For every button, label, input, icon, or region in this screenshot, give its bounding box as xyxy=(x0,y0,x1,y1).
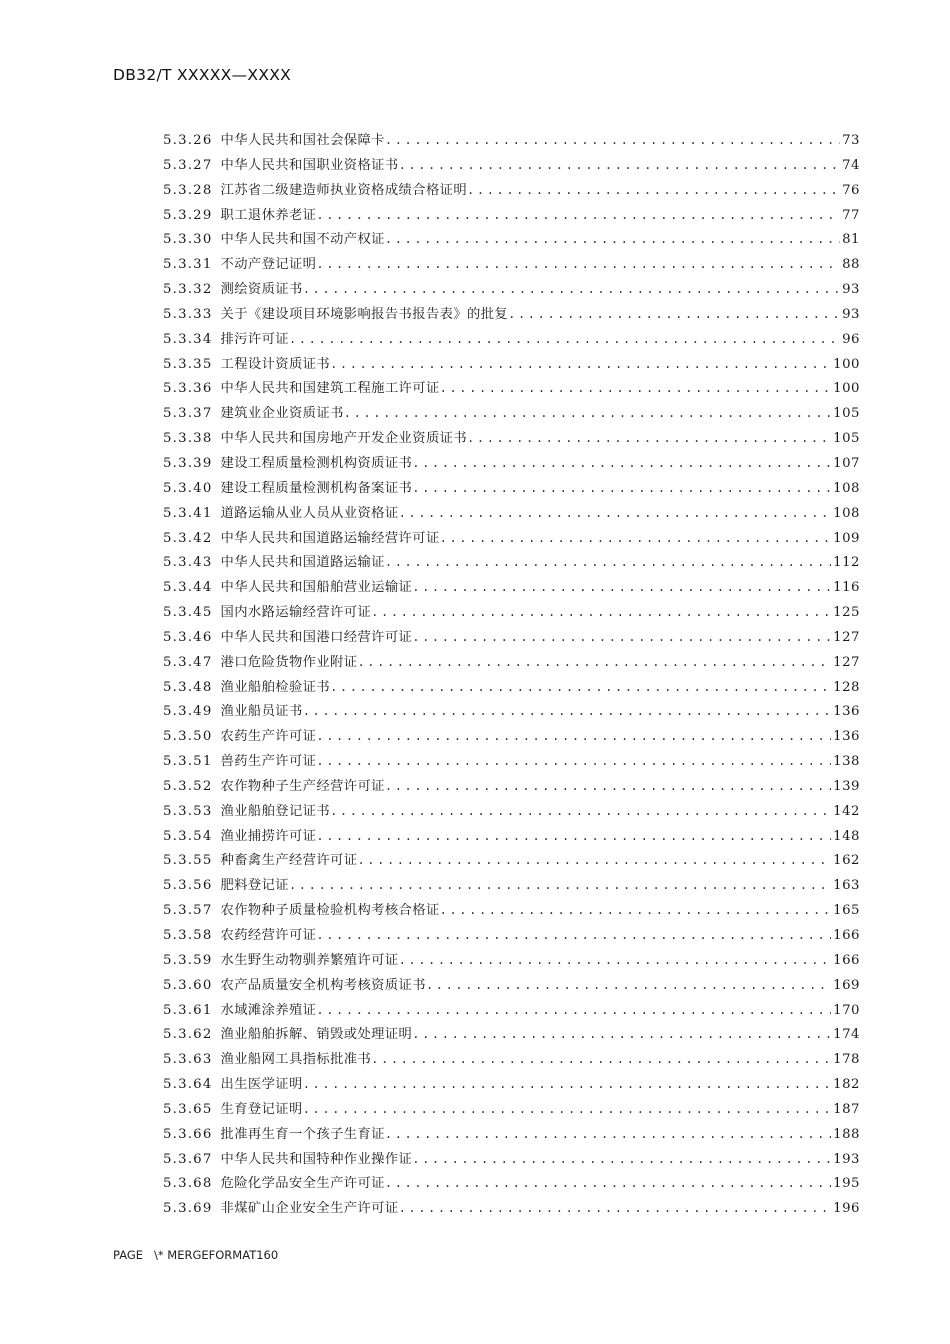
toc-entry[interactable] xyxy=(163,1122,860,1147)
toc-entry-page-number: 112 xyxy=(833,555,860,571)
toc-entry[interactable] xyxy=(163,749,860,774)
toc-entry-title: 出生医学证明 xyxy=(220,1077,303,1093)
toc-entry-page-number: 93 xyxy=(842,306,860,322)
toc-dot-leader xyxy=(316,923,831,948)
toc-entry-number: 5.3.31 xyxy=(163,257,213,273)
toc-entry-title: 江苏省二级建造师执业资格成绩合格证明 xyxy=(220,182,468,198)
toc-entry-title: 生育登记证明 xyxy=(220,1101,303,1117)
toc-entry-title: 中华人民共和国港口经营许可证 xyxy=(220,629,413,645)
toc-dot-leader xyxy=(289,327,840,352)
toc-entry-title: 关于《建设项目环境影响报告书报告表》的批复 xyxy=(220,306,509,322)
toc-entry[interactable] xyxy=(163,451,860,476)
toc-entry-title: 农产品质量安全机构考核资质证书 xyxy=(220,977,426,993)
toc-entry-number: 5.3.38 xyxy=(163,431,213,447)
toc-dot-leader xyxy=(316,824,831,849)
toc-entry-page-number: 107 xyxy=(833,455,860,471)
toc-entry-number: 5.3.45 xyxy=(163,605,213,621)
toc-entry[interactable] xyxy=(163,1171,860,1196)
toc-entry[interactable] xyxy=(163,227,860,252)
toc-dot-leader xyxy=(303,1072,831,1097)
document-code-header: DB32/T XXXXX—XXXX xyxy=(113,66,292,84)
toc-entry-number: 5.3.43 xyxy=(163,555,213,571)
toc-entry-page-number: 127 xyxy=(833,654,860,670)
toc-entry[interactable] xyxy=(163,426,860,451)
toc-entry[interactable] xyxy=(163,998,860,1023)
toc-dot-leader xyxy=(440,376,831,401)
toc-entry-title: 中华人民共和国船舶营业运输证 xyxy=(220,580,413,596)
toc-entry[interactable] xyxy=(163,848,860,873)
toc-dot-leader xyxy=(316,724,831,749)
toc-entry-number: 5.3.41 xyxy=(163,505,213,521)
toc-entry-page-number: 166 xyxy=(833,928,860,943)
toc-entry-number: 5.3.54 xyxy=(163,828,213,844)
toc-entry[interactable] xyxy=(163,824,860,849)
toc-dot-leader xyxy=(412,625,831,650)
toc-entry[interactable] xyxy=(163,675,860,700)
toc-entry[interactable] xyxy=(163,302,860,327)
toc-entry-number: 5.3.59 xyxy=(163,952,213,968)
toc-entry-title: 工程设计资质证书 xyxy=(220,356,331,372)
toc-entry-number: 5.3.57 xyxy=(163,903,213,919)
toc-dot-leader xyxy=(399,948,832,973)
toc-entry[interactable] xyxy=(163,973,860,998)
toc-entry-title: 渔业船舶登记证书 xyxy=(220,803,331,819)
toc-entry-title: 农作物种子质量检验机构考核合格证 xyxy=(220,903,440,919)
toc-entry-title: 渔业船舶检验证书 xyxy=(220,679,331,695)
toc-dot-leader xyxy=(371,600,831,625)
toc-entry-page-number: 105 xyxy=(833,406,860,422)
toc-entry[interactable] xyxy=(163,948,860,973)
toc-entry-number: 5.3.62 xyxy=(163,1027,213,1043)
toc-entry-page-number: 148 xyxy=(833,828,860,844)
toc-entry-title: 农药经营许可证 xyxy=(220,928,317,943)
toc-entry-page-number: 187 xyxy=(833,1101,860,1117)
toc-entry-number: 5.3.35 xyxy=(163,356,213,372)
toc-entry-page-number: 127 xyxy=(833,629,860,645)
toc-entry[interactable] xyxy=(163,327,860,352)
toc-entry[interactable] xyxy=(163,650,860,675)
toc-entry[interactable] xyxy=(163,153,860,178)
toc-entry-title: 职工退休养老证 xyxy=(220,207,317,223)
toc-entry-page-number: 76 xyxy=(842,182,860,198)
toc-entry[interactable] xyxy=(163,600,860,625)
toc-entry[interactable] xyxy=(163,178,860,203)
toc-entry-title: 中华人民共和国社会保障卡 xyxy=(220,133,385,148)
toc-dot-leader xyxy=(330,352,831,377)
toc-entry-title: 农药生产许可证 xyxy=(220,729,317,745)
toc-entry-page-number: 73 xyxy=(842,133,860,148)
toc-entry-number: 5.3.27 xyxy=(163,157,213,173)
toc-dot-leader xyxy=(508,302,840,327)
toc-entry-title: 建设工程质量检测机构备案证书 xyxy=(220,480,413,496)
toc-dot-leader xyxy=(412,1022,831,1047)
toc-entry[interactable] xyxy=(163,1097,860,1122)
toc-dot-leader xyxy=(303,1097,831,1122)
toc-entry-page-number: 125 xyxy=(833,605,860,621)
toc-dot-leader xyxy=(399,1196,832,1221)
toc-entry-number: 5.3.37 xyxy=(163,406,213,422)
toc-entry-number: 5.3.28 xyxy=(163,182,213,198)
toc-entry-page-number: 77 xyxy=(842,207,860,223)
toc-entry-page-number: 182 xyxy=(833,1077,860,1093)
toc-entry-number: 5.3.64 xyxy=(163,1077,213,1093)
toc-entry-number: 5.3.26 xyxy=(163,133,213,148)
toc-entry-title: 渔业船员证书 xyxy=(220,704,303,720)
toc-entry-number: 5.3.65 xyxy=(163,1101,213,1117)
toc-entry-page-number: 88 xyxy=(842,257,860,273)
toc-entry-title: 危险化学品安全生产许可证 xyxy=(220,1176,385,1192)
toc-entry-page-number: 136 xyxy=(833,729,860,745)
toc-entry-title: 水域滩涂养殖证 xyxy=(220,1002,317,1018)
toc-entry[interactable] xyxy=(163,401,860,426)
toc-entry[interactable] xyxy=(163,1147,860,1172)
toc-entry-page-number: 81 xyxy=(842,232,860,248)
toc-entry-number: 5.3.50 xyxy=(163,729,213,745)
toc-entry-page-number: 116 xyxy=(833,580,860,596)
toc-entry[interactable] xyxy=(163,625,860,650)
toc-entry-title: 不动产登记证明 xyxy=(220,257,317,273)
toc-dot-leader xyxy=(385,128,840,153)
toc-entry-number: 5.3.32 xyxy=(163,282,213,298)
toc-dot-leader xyxy=(467,178,840,203)
toc-entry-number: 5.3.56 xyxy=(163,878,213,894)
toc-entry-number: 5.3.68 xyxy=(163,1176,213,1192)
toc-entry-number: 5.3.58 xyxy=(163,928,213,943)
toc-entry-title: 中华人民共和国房地产开发企业资质证书 xyxy=(220,431,468,447)
toc-entry[interactable] xyxy=(163,376,860,401)
toc-entry-page-number: 136 xyxy=(833,704,860,720)
toc-entry-number: 5.3.61 xyxy=(163,1002,213,1018)
toc-entry-title: 排污许可证 xyxy=(220,331,289,347)
toc-entry-number: 5.3.30 xyxy=(163,232,213,248)
toc-dot-leader xyxy=(399,501,832,526)
toc-dot-leader xyxy=(371,1047,831,1072)
toc-dot-leader xyxy=(385,774,831,799)
toc-entry[interactable] xyxy=(163,277,860,302)
page-number-field: PAGE \* MERGEFORMAT160 xyxy=(113,1248,279,1262)
toc-dot-leader xyxy=(440,898,831,923)
toc-entry-number: 5.3.52 xyxy=(163,778,213,794)
toc-entry-page-number: 162 xyxy=(833,853,860,869)
toc-dot-leader xyxy=(426,973,831,998)
toc-entry-number: 5.3.47 xyxy=(163,654,213,670)
toc-entry-page-number: 100 xyxy=(833,381,860,397)
toc-entry[interactable] xyxy=(163,575,860,600)
toc-dot-leader xyxy=(399,153,841,178)
toc-dot-leader xyxy=(289,873,831,898)
toc-dot-leader xyxy=(385,550,831,575)
toc-entry-page-number: 138 xyxy=(833,754,860,770)
toc-entry[interactable] xyxy=(163,128,860,153)
toc-entry-title: 肥料登记证 xyxy=(220,878,289,894)
toc-entry-number: 5.3.67 xyxy=(163,1151,213,1167)
toc-entry-title: 建筑业企业资质证书 xyxy=(220,406,344,422)
toc-entry[interactable] xyxy=(163,526,860,551)
toc-dot-leader xyxy=(412,476,831,501)
toc-dot-leader xyxy=(316,252,840,277)
toc-entry-title: 港口危险货物作业附证 xyxy=(220,654,358,670)
toc-entry-page-number: 105 xyxy=(833,431,860,447)
toc-dot-leader xyxy=(440,526,831,551)
toc-entry[interactable] xyxy=(163,1072,860,1097)
toc-entry-number: 5.3.60 xyxy=(163,977,213,993)
toc-entry[interactable] xyxy=(163,799,860,824)
toc-entry-number: 5.3.66 xyxy=(163,1126,213,1142)
toc-entry[interactable] xyxy=(163,1022,860,1047)
toc-entry[interactable] xyxy=(163,873,860,898)
toc-entry-number: 5.3.42 xyxy=(163,530,213,546)
toc-entry-page-number: 74 xyxy=(842,157,860,173)
toc-entry-title: 渔业船网工具指标批准书 xyxy=(220,1052,372,1068)
table-of-contents xyxy=(163,128,860,1221)
toc-entry[interactable] xyxy=(163,774,860,799)
toc-entry[interactable] xyxy=(163,352,860,377)
toc-dot-leader xyxy=(330,675,831,700)
toc-entry-title: 渔业船舶拆解、销毁或处理证明 xyxy=(220,1027,413,1043)
toc-dot-leader xyxy=(385,1122,831,1147)
toc-entry-number: 5.3.55 xyxy=(163,853,213,869)
toc-entry-title: 中华人民共和国特种作业操作证 xyxy=(220,1151,413,1167)
toc-entry-page-number: 163 xyxy=(833,878,860,894)
toc-entry-title: 兽药生产许可证 xyxy=(220,754,317,770)
toc-entry-title: 农作物种子生产经营许可证 xyxy=(220,778,385,794)
toc-entry-title: 测绘资质证书 xyxy=(220,282,303,298)
toc-entry[interactable] xyxy=(163,1196,860,1221)
toc-entry-page-number: 165 xyxy=(833,903,860,919)
toc-entry-page-number: 108 xyxy=(833,505,860,521)
toc-entry-number: 5.3.34 xyxy=(163,331,213,347)
toc-entry-page-number: 108 xyxy=(833,480,860,496)
toc-entry[interactable] xyxy=(163,476,860,501)
toc-entry-number: 5.3.46 xyxy=(163,629,213,645)
toc-dot-leader xyxy=(412,575,831,600)
toc-entry-number: 5.3.49 xyxy=(163,704,213,720)
toc-entry-number: 5.3.33 xyxy=(163,306,213,322)
toc-entry-number: 5.3.39 xyxy=(163,455,213,471)
toc-entry-page-number: 139 xyxy=(833,778,860,794)
toc-entry[interactable] xyxy=(163,699,860,724)
toc-entry-title: 种畜禽生产经营许可证 xyxy=(220,853,358,869)
toc-dot-leader xyxy=(316,203,840,228)
toc-entry[interactable] xyxy=(163,724,860,749)
toc-dot-leader xyxy=(385,227,840,252)
toc-entry-number: 5.3.44 xyxy=(163,580,213,596)
toc-dot-leader xyxy=(385,1171,831,1196)
toc-entry-page-number: 196 xyxy=(833,1201,860,1217)
toc-entry-title: 批准再生育一个孩子生育证 xyxy=(220,1126,385,1142)
toc-entry-page-number: 188 xyxy=(833,1126,860,1142)
toc-entry-page-number: 193 xyxy=(833,1151,860,1167)
toc-dot-leader xyxy=(467,426,831,451)
toc-entry-page-number: 93 xyxy=(842,282,860,298)
toc-dot-leader xyxy=(357,650,831,675)
toc-entry-title: 国内水路运输经营许可证 xyxy=(220,605,372,621)
toc-entry-title: 中华人民共和国道路运输经营许可证 xyxy=(220,530,440,546)
toc-entry-page-number: 170 xyxy=(833,1002,860,1018)
toc-entry-title: 中华人民共和国道路运输证 xyxy=(220,555,385,571)
toc-entry-title: 中华人民共和国不动产权证 xyxy=(220,232,385,248)
toc-entry-title: 中华人民共和国建筑工程施工许可证 xyxy=(220,381,440,397)
toc-entry-title: 建设工程质量检测机构资质证书 xyxy=(220,455,413,471)
toc-entry-page-number: 169 xyxy=(833,977,860,993)
toc-entry-number: 5.3.36 xyxy=(163,381,213,397)
toc-entry-page-number: 96 xyxy=(842,331,860,347)
toc-entry-page-number: 166 xyxy=(833,952,860,968)
toc-entry-title: 水生野生动物驯养繁殖许可证 xyxy=(220,952,399,968)
toc-entry-title: 渔业捕捞许可证 xyxy=(220,828,317,844)
toc-entry-number: 5.3.51 xyxy=(163,754,213,770)
toc-dot-leader xyxy=(303,699,831,724)
toc-dot-leader xyxy=(412,451,831,476)
toc-entry-number: 5.3.63 xyxy=(163,1052,213,1068)
toc-dot-leader xyxy=(357,848,831,873)
toc-dot-leader xyxy=(412,1147,831,1172)
toc-dot-leader xyxy=(330,799,831,824)
toc-entry[interactable] xyxy=(163,550,860,575)
toc-entry-number: 5.3.40 xyxy=(163,480,213,496)
toc-entry-title: 中华人民共和国职业资格证书 xyxy=(220,157,399,173)
toc-dot-leader xyxy=(316,998,831,1023)
toc-entry-number: 5.3.29 xyxy=(163,207,213,223)
toc-entry-page-number: 174 xyxy=(833,1027,860,1043)
toc-entry[interactable] xyxy=(163,252,860,277)
toc-entry[interactable] xyxy=(163,501,860,526)
toc-entry[interactable] xyxy=(163,1047,860,1072)
toc-entry[interactable] xyxy=(163,898,860,923)
toc-entry-page-number: 100 xyxy=(833,356,860,372)
toc-entry[interactable] xyxy=(163,923,860,948)
toc-dot-leader xyxy=(344,401,831,426)
toc-entry-title: 非煤矿山企业安全生产许可证 xyxy=(220,1201,399,1217)
toc-entry-number: 5.3.48 xyxy=(163,679,213,695)
toc-entry-page-number: 195 xyxy=(833,1176,860,1192)
toc-dot-leader xyxy=(316,749,831,774)
toc-entry-title: 道路运输从业人员从业资格证 xyxy=(220,505,399,521)
toc-entry-page-number: 128 xyxy=(833,679,860,695)
toc-entry-number: 5.3.53 xyxy=(163,803,213,819)
toc-dot-leader xyxy=(303,277,840,302)
toc-entry-page-number: 142 xyxy=(833,803,860,819)
toc-entry-page-number: 178 xyxy=(833,1052,860,1068)
toc-entry-number: 5.3.69 xyxy=(163,1201,213,1217)
toc-entry-page-number: 109 xyxy=(833,530,860,546)
toc-entry[interactable] xyxy=(163,203,860,228)
